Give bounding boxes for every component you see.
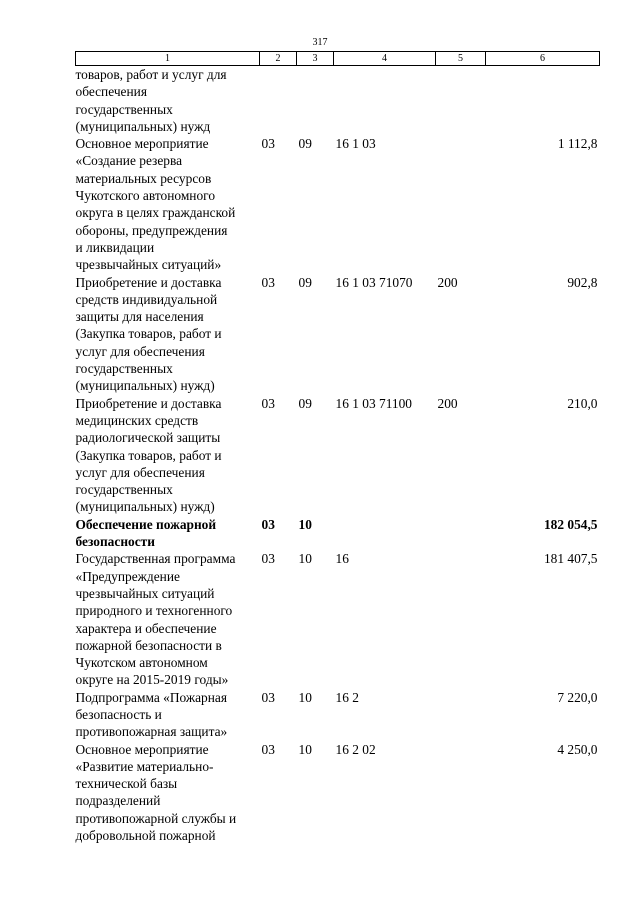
column-header: 1 [76,52,260,66]
row-name: Государственная программа «Предупреждение чрезвычайных ситуаций природного и техногенного характера и обеспечение пожарной безопасности в Чукотском автономном округе на 2015-2019 годы» [75,551,236,688]
budget-table [75,51,600,844]
row-amount: 182 054,5 [543,516,598,532]
row-target-code: 16 [335,551,349,567]
row-name: товаров, работ и услуг для обеспечения государственных (муниципальных) нужд [75,67,227,134]
row-amount: 4 250,0 [557,741,598,757]
row-subsection: 10 [298,551,312,567]
row-section: 03 [261,689,275,705]
row-expense-type [436,741,486,845]
row-name: Приобретение и доставка средств индивидуальной защиты для населения (Закупка товаров, работ и услуг для обеспечения государственных (муниципальных) нужд) [75,274,222,394]
row-expense-type [436,516,486,551]
table-row [76,689,600,741]
row-target-code [334,516,436,551]
row-name: Обеспечение пожарной безопасности [75,516,217,550]
row-subsection: 10 [298,516,312,532]
table-row [76,66,600,136]
row-subsection: 09 [298,136,312,152]
row-target-code: 16 2 02 [335,741,376,757]
row-section [260,66,297,136]
row-expense-type [436,689,486,741]
row-subsection: 10 [298,689,312,705]
row-section: 03 [261,395,275,411]
table-row [76,550,600,688]
table-row [76,274,600,395]
table-row [76,395,600,516]
row-section: 03 [261,136,275,152]
row-target-code: 16 1 03 71070 [335,274,413,290]
row-section: 03 [261,516,275,532]
row-subsection: 10 [298,741,312,757]
page-number: 317 [312,37,328,48]
column-header: 4 [334,52,436,66]
row-subsection: 09 [298,395,312,411]
table-row [76,741,600,845]
column-number-row [76,52,600,66]
row-amount: 181 407,5 [543,551,598,567]
row-section: 03 [261,551,275,567]
row-amount: 1 112,8 [557,136,598,152]
column-header: 6 [486,52,600,66]
row-expense-type: 200 [437,274,458,290]
row-amount: 902,8 [567,274,598,290]
column-header: 3 [297,52,334,66]
row-expense-type: 200 [437,395,458,411]
table-row-total [76,516,600,551]
row-section: 03 [261,274,275,290]
row-name: Основное мероприятие «Создание резерва материальных ресурсов Чукотского автономного округа в целях гражданской обороны, предупреждения и ликвидации чрезвычайных ситуаций» [75,136,236,273]
row-name: Основное мероприятие «Развитие материально- технической базы подразделений противопожарной службы и добровольной пожарной [75,741,237,844]
row-target-code: 16 1 03 [335,136,376,152]
row-amount: 210,0 [567,395,598,411]
row-section: 03 [261,741,275,757]
row-target-code [334,66,436,136]
column-header: 5 [436,52,486,66]
row-subsection [297,66,334,136]
row-expense-type [436,550,486,688]
row-name: Приобретение и доставка медицинских средств радиологической защиты (Закупка товаров, работ и услуг для обеспечения государственных (муниципальных) нужд) [75,395,222,515]
row-subsection: 09 [298,274,312,290]
table-row [76,135,600,273]
column-header: 2 [260,52,297,66]
row-name: Подпрограмма «Пожарная безопасность и противопожарная защита» [75,689,228,740]
row-amount [486,66,600,136]
row-target-code: 16 1 03 71100 [335,395,412,411]
row-expense-type [436,135,486,273]
row-expense-type [436,66,486,136]
row-target-code: 16 2 [335,689,359,705]
row-amount: 7 220,0 [557,689,598,705]
